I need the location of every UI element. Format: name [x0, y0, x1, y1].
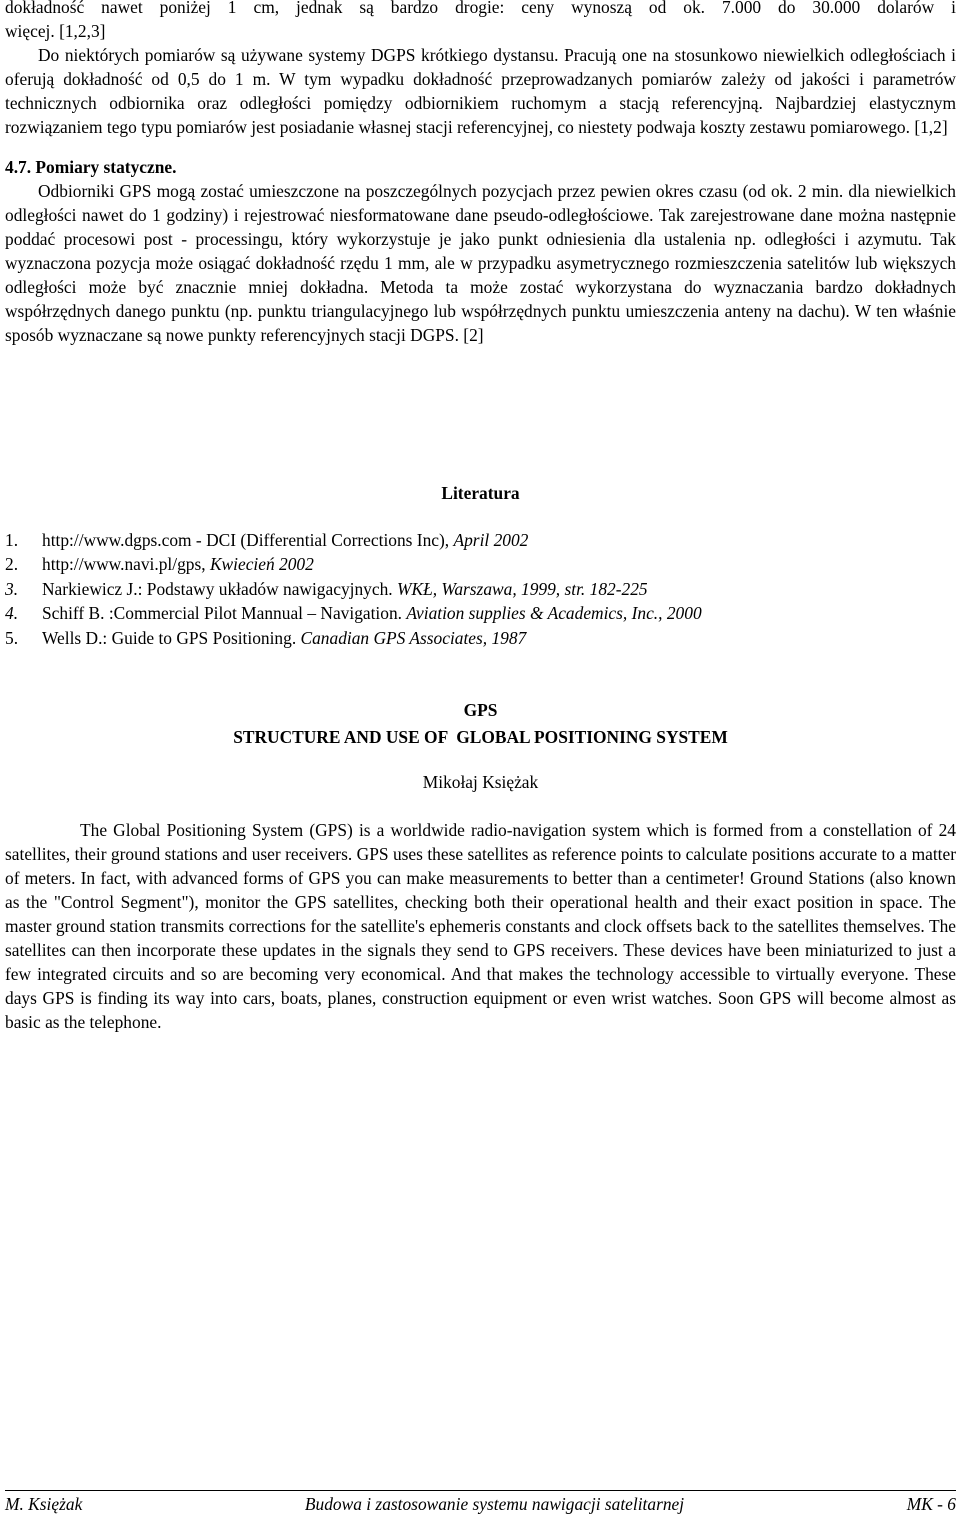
section-heading: 4.7. Pomiary statyczne. — [5, 157, 177, 177]
reference-text: Wells D.: Guide to GPS Positioning. — [42, 627, 301, 648]
footer-page-number: MK - 6 — [906, 1494, 956, 1514]
reference-item — [5, 528, 956, 552]
reference-item — [5, 577, 956, 601]
footer-author: M. Księżak — [5, 1494, 83, 1514]
reference-number: 4. — [5, 603, 19, 624]
author-name: Mikołaj Księżak — [422, 772, 539, 792]
reference-source: WKŁ, Warszawa, 1999, str. 182-225 — [396, 578, 648, 599]
polish-text-block — [5, 0, 956, 347]
english-title-block — [5, 697, 956, 751]
english-abstract: The Global Positioning System (GPS) is a worldwide radio-navigation system which is formed from a constellation of 24 satellites, their ground stations and user receivers. GPS uses these satellites as reference points to calculate positions accurate to a matter of meters. In fact, with advanced forms of GPS you can make measurements to better than a centimeter! Ground Stations (also known as the "Control Segment"), monitor the GPS satellites, checking both their operational health and their exact position in space. The master ground station transmits corrections for the satellite's ephemeris constants and clock offsets back to the satellites themselves. The satellites can then incorporate these updates in the signals they send to GPS receivers. These devices have been miniaturized to just a few integrated circuits and so are becoming very economical. And that makes the technology accessible to virtually everyone. These days GPS is finding its way into cars, boats, planes, construction equipment or even wrist watches. Soon GPS will become almost as basic as the telephone. — [5, 820, 956, 1032]
footer-title: Budowa i zastosowanie systemu nawigacji satelitarnej — [304, 1494, 685, 1514]
reference-number: 3. — [5, 578, 19, 599]
english-title: GPS — [463, 700, 498, 720]
reference-item — [5, 601, 956, 625]
english-subtitle: STRUCTURE AND USE OF GLOBAL POSITIONING SYSTEM — [233, 727, 728, 747]
reference-source: Canadian GPS Associates, 1987 — [300, 627, 527, 648]
reference-text: http://www.navi.pl/gps, — [42, 554, 210, 575]
reference-item — [5, 552, 956, 576]
literature-title: Literatura — [441, 483, 520, 503]
reference-source: Aviation supplies & Academics, Inc., 2000 — [406, 603, 702, 624]
paragraph-static-measurements: Odbiorniki GPS mogą zostać umieszczone na poszczególnych pozycjach przez pewien okres czasu (od ok. 2 min. dla niewielkich odległości nawet do 1 godziny) i rejestrować niesformatowane dane pseudo-odległościowe. Tak zarejestrowane dane można następnie poddać procesowi post - processingu, który wykorzystuje je jako punkt odniesienia dla ustalenia np. odległości i azymutu. Tak wyznaczona pozycja może osiągać dokładność rzędu 1 mm, ale w przypadku asymetrycznego rozmieszczenia satelitów lub większych odległości może być znacznie mniej dokładna. Metoda ta może zostać wykorzystana do wyznaczania bardzo dokładnych współrzędnych danego punktu (np. punktu triangulacyjnego lub współrzędnych punktu umieszczenia anteny na dachu). W ten właśnie sposób wyznaczane są nowe punkty referencyjnych stacji DGPS. [2] — [5, 181, 956, 345]
reference-text: http://www.dgps.com - DCI (Differential Corrections Inc), — [42, 530, 454, 550]
references-list — [5, 528, 956, 650]
english-abstract-block — [5, 818, 956, 1034]
page-footer — [5, 1490, 956, 1515]
reference-item — [5, 626, 956, 650]
reference-text: Schiff B. :Commercial Pilot Mannual – Navigation. — [42, 603, 407, 624]
reference-text: Narkiewicz J.: Podstawy układów nawigacyjnych. — [42, 578, 397, 599]
reference-number: 1. — [5, 530, 19, 550]
reference-number: 2. — [5, 554, 19, 575]
reference-number: 5. — [5, 627, 19, 648]
reference-source: Kwiecień 2002 — [209, 554, 314, 575]
paragraph-line: dokładność nawet poniżej 1 cm, jednak są bardzo drogie: ceny wynoszą od ok. 7.000 do 30.000 dolarów i — [5, 0, 956, 17]
paragraph-line: więcej. [1,2,3] — [5, 21, 106, 41]
reference-source: April 2002 — [453, 530, 529, 550]
paragraph-dgps-short-range: Do niektórych pomiarów są używane systemy DGPS krótkiego dystansu. Pracują one na stosunkowo niewielkich odległościach i oferują dokładność od 0,5 do 1 m. W tym wypadku dokładność przeprowadzanych pomiarów zależy od jakości i parametrów technicznych odbiornika oraz odległości pomiędzy odbiornikiem ruchomym a stacją referencyjną. Najbardziej elastycznym rozwiązaniem tego typu pomiarów jest posiadanie własnej stacji referencyjnej, co niestety podwaja koszty zestawu pomiarowego. [1,2] — [5, 45, 956, 137]
